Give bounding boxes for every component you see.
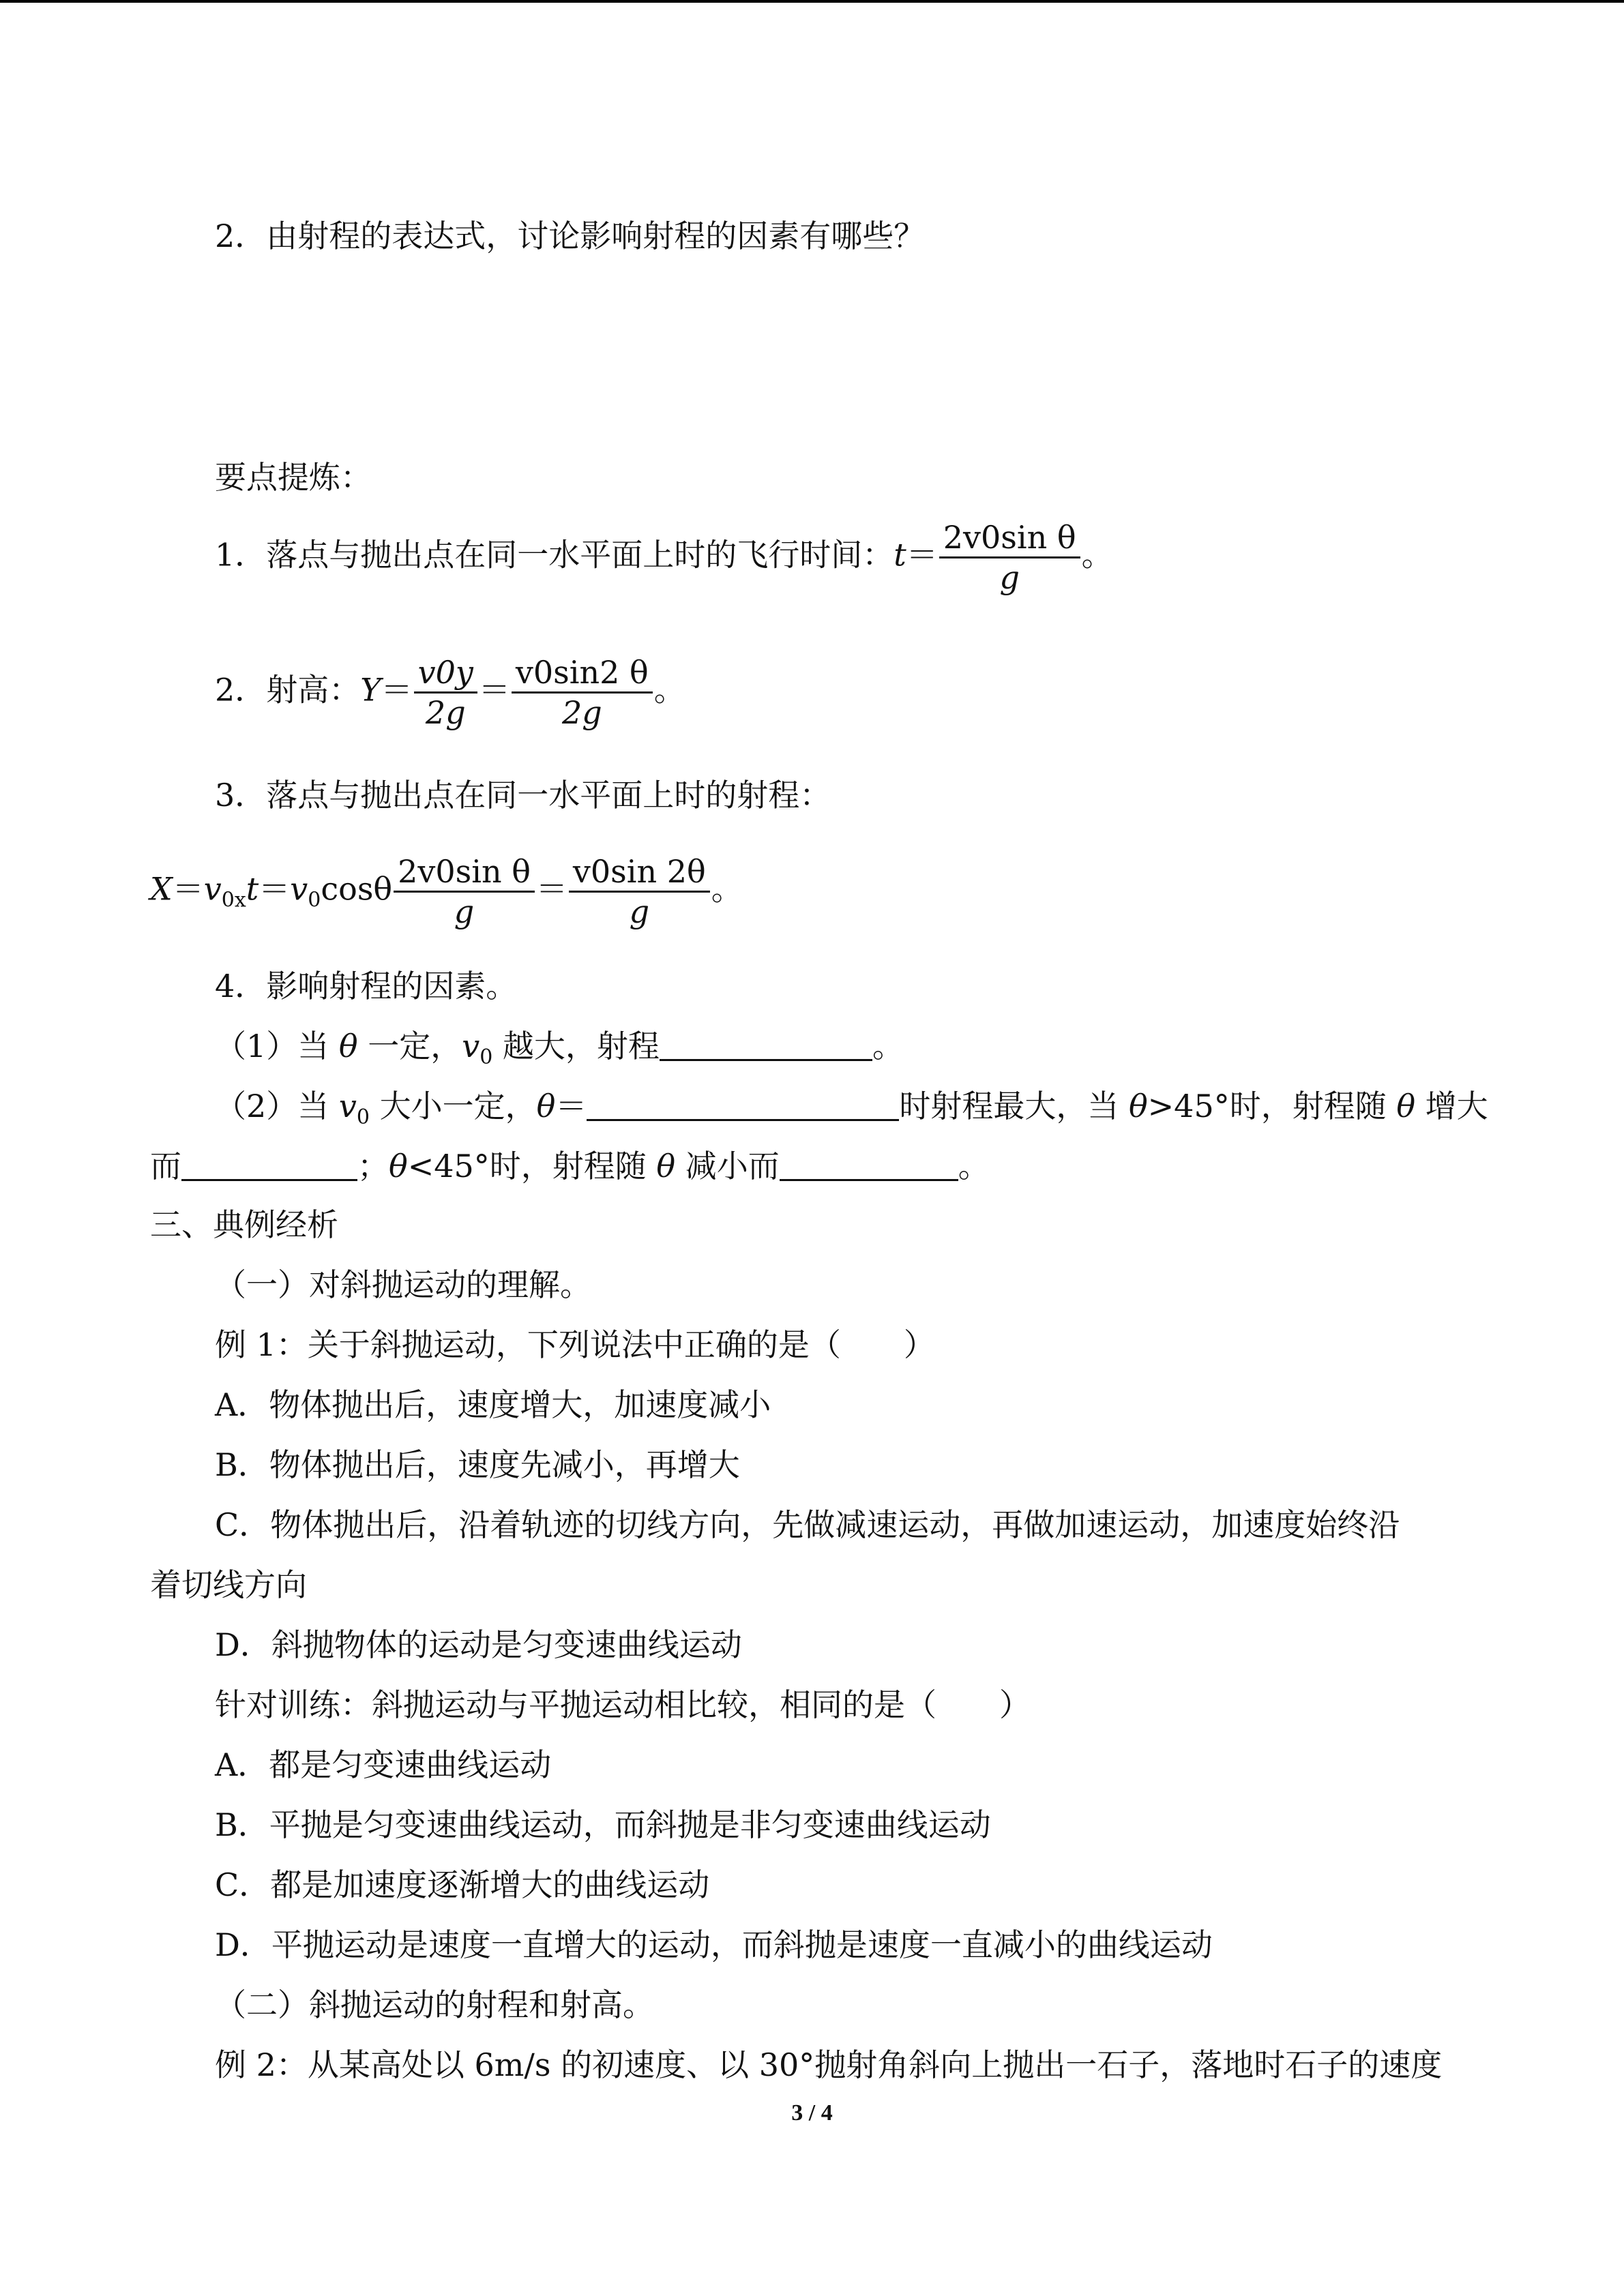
- factor-item-2-continued: 而 ；θ<45°时，射程随 θ 减小而 。: [150, 1148, 990, 1184]
- key-point-3: 3．落点与抛出点在同一水平面上时的射程：: [215, 777, 831, 814]
- top-border: [0, 0, 1624, 3]
- key-points-heading: 要点提炼：: [215, 459, 372, 496]
- key-point-4: 4．影响射程的因素。: [215, 968, 518, 1004]
- range-formula: $X=v_{0x}t=v_0\cos\theta$ $\frac{\text{2v0sin θ}}{g}$ ＝ $\frac{v0\sin 2\theta}{g}$ 。: [150, 853, 743, 930]
- training-option-a: A．都是匀变速曲线运动: [215, 1746, 552, 1783]
- question-2: 2．由射程的表达式，讨论影响射程的因素有哪些？: [215, 218, 926, 254]
- height-fraction-2: $\frac{v0\sin 2 \theta}{2g}$: [512, 653, 653, 732]
- factor-item-2: （2）当 $v_0$ 大小一定，θ＝ 时射程最大，当 θ>45°时，射程随 θ 增大: [215, 1088, 1488, 1129]
- example-1-option-c: C．物体抛出后，沿着轨迹的切线方向，先做减速运动，再做加速运动，加速度始终沿: [215, 1506, 1400, 1543]
- example-1-option-a: A．物体抛出后，速度增大，加速度减小: [215, 1386, 771, 1423]
- key-point-1: 1．落点与抛出点在同一水平面上时的飞行时间：t＝ $\frac{\text{2v0sin θ}}{g}$ 。: [215, 519, 1113, 596]
- height-fraction-1: $\frac{v0y}{2g}$: [414, 653, 477, 732]
- page-number: 3 / 4: [791, 2100, 833, 2126]
- section-3-heading: 三、典例经析: [150, 1206, 338, 1243]
- range-fraction-1: $\frac{\text{2v0sin θ}}{g}$: [394, 852, 535, 931]
- example-2-stem: 例 2：从某高处以 6m/s 的初速度、以 30°抛射角斜向上抛出一石子，落地时石子的速度: [215, 2046, 1443, 2083]
- flight-time-fraction: $\frac{\text{2v0sin θ}}{g}$: [939, 518, 1080, 597]
- range-fraction-2: $\frac{v0\sin 2\theta}{g}$: [569, 852, 710, 931]
- example-1-option-c-continued: 着切线方向: [150, 1566, 307, 1603]
- answer-blank-3[interactable]: [181, 1146, 357, 1181]
- training-option-b: B．平抛是匀变速曲线运动，而斜抛是非匀变速曲线运动: [215, 1806, 991, 1843]
- example-1-stem: 例 1：关于斜抛运动，下列说法中正确的是（ ）: [215, 1326, 935, 1363]
- example-1-option-d: D．斜抛物体的运动是匀变速曲线运动: [215, 1626, 742, 1663]
- subsection-1-heading: （一）对斜抛运动的理解。: [215, 1266, 591, 1303]
- subsection-2-heading: （二）斜抛运动的射程和射高。: [215, 1986, 654, 2023]
- training-stem: 针对训练：斜抛运动与平抛运动相比较，相同的是（ ）: [215, 1686, 1031, 1723]
- answer-blank-1[interactable]: [660, 1026, 872, 1061]
- training-option-d: D．平抛运动是速度一直增大的运动，而斜抛是速度一直减小的曲线运动: [215, 1926, 1213, 1963]
- answer-blank-4[interactable]: [780, 1146, 958, 1181]
- factor-item-1: （1）当 θ 一定，$v_0$ 越大，射程 。: [215, 1028, 904, 1069]
- example-1-option-b: B．物体抛出后，速度先减小，再增大: [215, 1446, 740, 1483]
- answer-blank-2[interactable]: [587, 1086, 899, 1121]
- key-point-2: 2．射高：Y＝ $\frac{v0y}{2g}$ ＝ $\frac{v0\sin 2 \theta}{2g}$ 。: [215, 654, 685, 731]
- training-option-c: C．都是加速度逐渐增大的曲线运动: [215, 1866, 710, 1903]
